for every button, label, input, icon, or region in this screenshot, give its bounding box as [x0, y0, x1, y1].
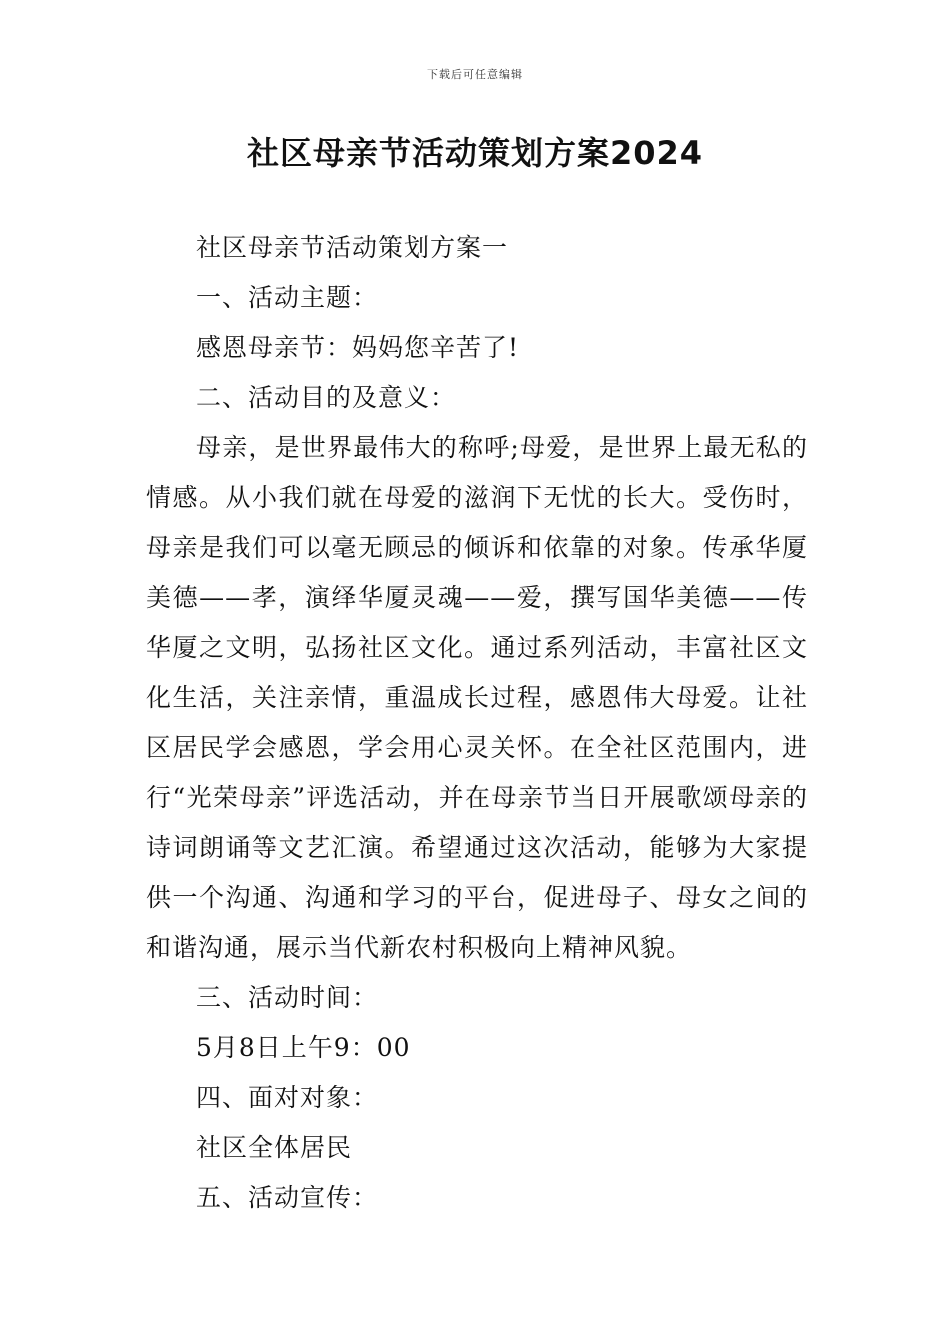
section-5-heading: 五、活动宣传： [196, 1183, 379, 1212]
header-note: 下载后可任意编辑 [427, 68, 523, 81]
section-2-heading: 二、活动目的及意义： [196, 383, 457, 412]
document-body [146, 223, 808, 1223]
section-4-body: 社区全体居民 [196, 1133, 353, 1162]
section-3-heading: 三、活动时间： [196, 983, 379, 1012]
section-1-heading: 一、活动主题： [196, 283, 379, 312]
section-3-body: 5月8日上午9：00 [196, 1033, 411, 1062]
plan-subtitle: 社区母亲节活动策划方案一 [196, 233, 509, 262]
section-4-heading: 四、面对对象： [196, 1083, 379, 1112]
section-1-body: 感恩母亲节：妈妈您辛苦了! [196, 333, 520, 362]
document-title: 社区母亲节活动策划方案2024 [246, 134, 704, 172]
section-2-body: 母亲，是世界最伟大的称呼;母爱，是世界上最无私的情感。从小我们就在母爱的滋润下无忧的长大。受伤时，母亲是我们可以毫无顾忌的倾诉和依靠的对象。传承华厦美德——孝，演绎华厦灵魂——爱，撰写国华美德——传华厦之文明，弘扬社区文化。通过系列活动，丰富社区文化生活，关注亲情，重温成长过程，感恩伟大母爱。让社区居民学会感恩，学会用心灵关怀。在全社区范围内，进行“光荣母亲”评选活动，并在母亲节当日开展歌颂母亲的诗词朗诵等文艺汇演。希望通过这次活动，能够为大家提供一个沟通、沟通和学习的平台，促进母子、母女之间的和谐沟通，展示当代新农村积极向上精神风貌。 [146, 433, 808, 962]
